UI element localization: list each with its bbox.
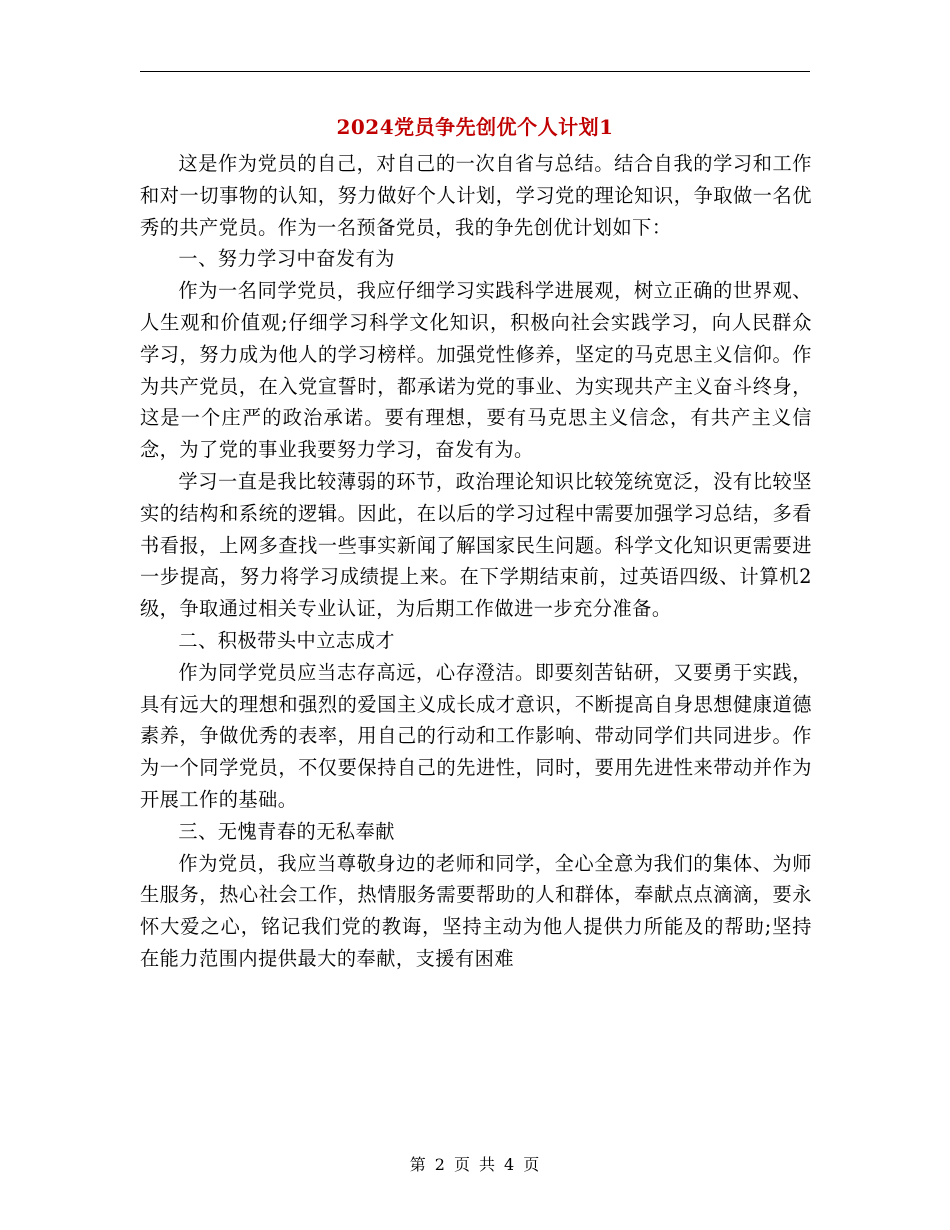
document-body	[140, 148, 812, 975]
footer-suffix: 页	[523, 1155, 541, 1174]
paragraph: 学习一直是我比较薄弱的环节，政治理论知识比较笼统宽泛，没有比较坚实的结构和系统的逻辑。因此，在以后的学习过程中需要加强学习总结，多看书看报，上网多查找一些事实新闻了解国家民生问题。科学文化知识更需要进一步提高，努力将学习成绩提上来。在下学期结束前，过英语四级、计算机2级，争取通过相关专业认证，为后期工作做进一步充分准备。	[140, 469, 812, 621]
footer-total-pages: 4	[504, 1155, 516, 1174]
paragraph: 作为一名同学党员，我应仔细学习实践科学进展观，树立正确的世界观、人生观和价值观;仔细学习科学文化知识，积极向社会实践学习，向人民群众学习，努力成为他人的学习榜样。加强党性修养，坚定的马克思主义信仰。作为共产党员，在入党宣誓时，都承诺为党的事业、为实现共产主义奋斗终身，这是一个庄严的政治承诺。要有理想，要有马克思主义信念，有共产主义信念，为了党的事业我要努力学习，奋发有为。	[140, 279, 812, 462]
footer-prefix: 第	[409, 1155, 427, 1174]
footer-page-label: 页	[453, 1155, 471, 1174]
paragraph: 作为党员，我应当尊敬身边的老师和同学，全心全意为我们的集体、为师生服务，热心社会工作，热情服务需要帮助的人和群体，奉献点点滴滴，要永怀大爱之心，铭记我们党的教诲，坚持主动为他人提供力所能及的帮助;坚持在能力范围内提供最大的奉献，支援有困难	[140, 851, 812, 970]
header-rule	[140, 71, 810, 72]
document-title: 2024党员争先创优个人计划1	[336, 115, 614, 139]
paragraph-intro: 这是作为党员的自己，对自己的一次自省与总结。结合自我的学习和工作和对一切事物的认知，努力做好个人计划，学习党的理论知识，争取做一名优秀的共产党员。作为一名预备党员，我的争先创优计划如下：	[140, 152, 812, 239]
section-heading-3: 三、无愧青春的无私奉献	[178, 819, 395, 843]
section-heading-1: 一、努力学习中奋发有为	[178, 247, 395, 271]
section-heading-2: 二、积极带头中立志成才	[178, 628, 395, 652]
paragraph: 作为同学党员应当志存高远，心存澄洁。即要刻苦钻研，又要勇于实践，具有远大的理想和强烈的爱国主义成长成才意识，不断提高自身思想健康道德素养，争做优秀的表率，用自己的行动和工作影响、带动同学们共同进步。作为一个同学党员，不仅要保持自己的先进性，同时，要用先进性来带动并作为开展工作的基础。	[140, 660, 812, 811]
footer-page-number: 2	[434, 1155, 446, 1174]
footer-total-label: 共	[479, 1155, 497, 1174]
page-footer	[0, 1153, 950, 1177]
